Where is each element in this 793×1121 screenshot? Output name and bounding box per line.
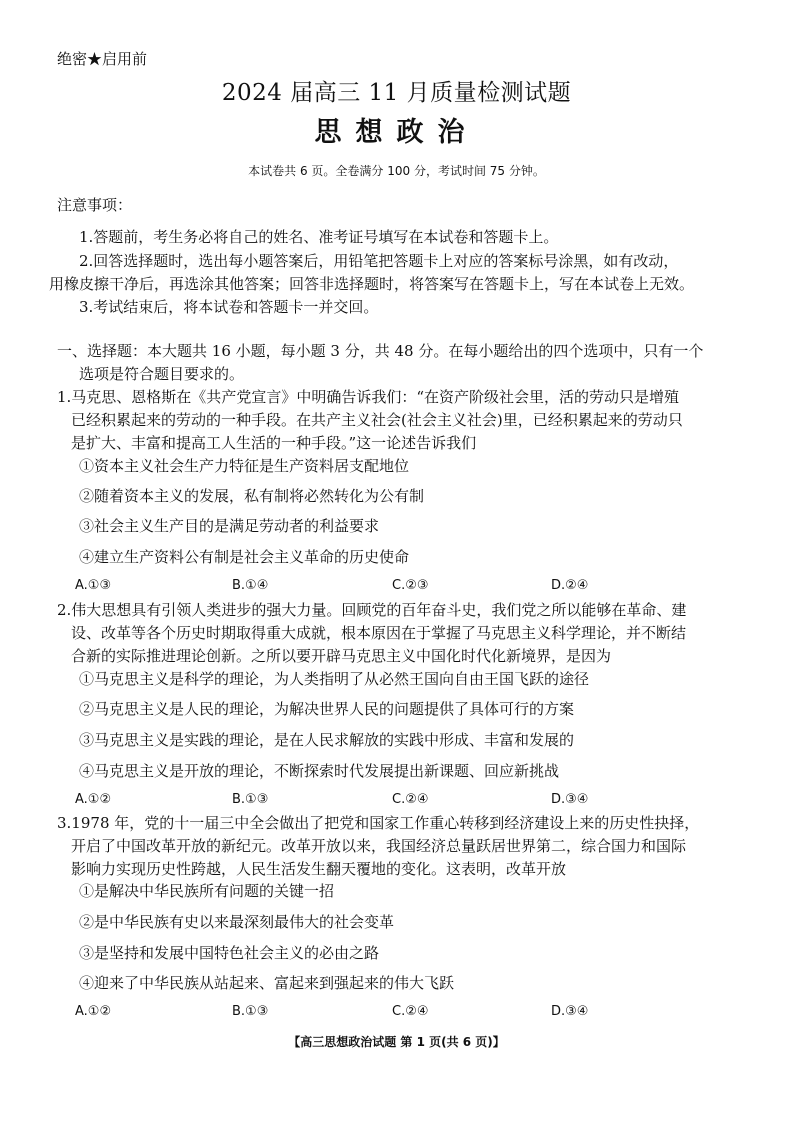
question-stem: 3.1978 年，党的十一届三中全会做出了把党和国家工作重心转移到经济建设上来的历史性抉择， xyxy=(57,814,700,832)
notice-item: 2.回答选择题时，选出每小题答案后，用铅笔把答题卡上对应的答案标号涂黑，如有改动， xyxy=(79,252,679,270)
question-option: ②随着资本主义的发展，私有制将必然转化为公有制 xyxy=(79,487,425,505)
answer-choice-b: B.①③ xyxy=(232,1004,269,1019)
page-footer: 【高三思想政治试题 第 1 页(共 6 页)】 xyxy=(288,1035,505,1049)
answer-choice-d: D.②④ xyxy=(551,578,589,593)
question-option: ①马克思主义是科学的理论，为人类指明了从必然王国向自由王国飞跃的途径 xyxy=(79,670,590,688)
answer-choice-c: C.②④ xyxy=(392,792,429,807)
exam-info: 本试卷共 6 页。全卷满分 100 分，考试时间 75 分钟。 xyxy=(248,164,545,178)
question-option: ③马克思主义是实践的理论，是在人民求解放的实践中形成、丰富和发展的 xyxy=(79,731,575,749)
question-stem: 是扩大、丰富和提高工人生活的一种手段。”这一论述告诉我们 xyxy=(71,434,477,452)
question-option: ④马克思主义是开放的理论，不断探索时代发展提出新课题、回应新挑战 xyxy=(79,762,560,780)
question-option: ④迎来了中华民族从站起来、富起来到强起来的伟大飞跃 xyxy=(79,974,455,992)
question-stem: 1.马克思、恩格斯在《共产党宣言》中明确告诉我们：“在资产阶级社会里，活的劳动只是增殖 xyxy=(57,388,679,406)
question-option: ①资本主义社会生产力特征是生产资料居支配地位 xyxy=(79,457,410,475)
secret-mark: 绝密★启用前 xyxy=(57,50,148,68)
notice-item: 3.考试结束后，将本试卷和答题卡一并交回。 xyxy=(79,298,379,316)
question-option: ②是中华民族有史以来最深刻最伟大的社会变革 xyxy=(79,913,395,931)
section-heading: 一、选择题：本大题共 16 小题，每小题 3 分，共 48 分。在每小题给出的四个选项中，只有一个 xyxy=(57,342,704,360)
question-stem: 合新的实际推进理论创新。之所以要开辟马克思主义中国化时代化新境界，是因为 xyxy=(71,647,612,665)
exam-title: 2024 届高三 11 月质量检测试题 xyxy=(221,80,572,106)
question-option: ③是坚持和发展中国特色社会主义的必由之路 xyxy=(79,944,380,962)
question-option: ③社会主义生产目的是满足劳动者的利益要求 xyxy=(79,517,380,535)
notice-heading: 注意事项： xyxy=(57,196,133,214)
answer-choice-a: A.①③ xyxy=(75,578,112,593)
answer-choice-b: B.①③ xyxy=(232,792,269,807)
answer-choice-c: C.②③ xyxy=(392,578,429,593)
question-option: ②马克思主义是人民的理论，为解决世界人民的问题提供了具体可行的方案 xyxy=(79,700,575,718)
question-stem: 影响力实现历史性跨越，人民生活发生翻天覆地的变化。这表明，改革开放 xyxy=(71,860,567,878)
question-stem: 设、改革等各个历史时期取得重大成就，根本原因在于掌握了马克思主义科学理论，并不断结 xyxy=(71,624,687,642)
notice-item: 1.答题前，考生务必将自己的姓名、准考证号填写在本试卷和答题卡上。 xyxy=(79,228,559,246)
section-heading-cont: 选项是符合题目要求的。 xyxy=(79,365,245,383)
question-option: ①是解决中华民族所有问题的关键一招 xyxy=(79,882,335,900)
question-stem: 2.伟大思想具有引领人类进步的强大力量。回顾党的百年奋斗史，我们党之所以能够在革命、建 xyxy=(57,601,687,619)
answer-choice-a: A.①② xyxy=(75,1004,112,1019)
question-option: ④建立生产资料公有制是社会主义革命的历史使命 xyxy=(79,548,410,566)
subject-title: 思想政治 xyxy=(314,117,479,148)
answer-choice-a: A.①② xyxy=(75,792,112,807)
answer-choice-b: B.①④ xyxy=(232,578,269,593)
question-stem: 已经积累起来的劳动的一种手段。在共产主义社会(社会主义社会)里，已经积累起来的劳动只 xyxy=(71,411,683,429)
answer-choice-d: D.③④ xyxy=(551,1004,589,1019)
answer-choice-d: D.③④ xyxy=(551,792,589,807)
answer-choice-c: C.②④ xyxy=(392,1004,429,1019)
notice-item: 用橡皮擦干净后，再选涂其他答案；回答非选择题时，将答案写在答题卡上，写在本试卷上无效。 xyxy=(49,275,695,293)
question-stem: 开启了中国改革开放的新纪元。改革开放以来，我国经济总量跃居世界第二，综合国力和国际 xyxy=(71,837,687,855)
